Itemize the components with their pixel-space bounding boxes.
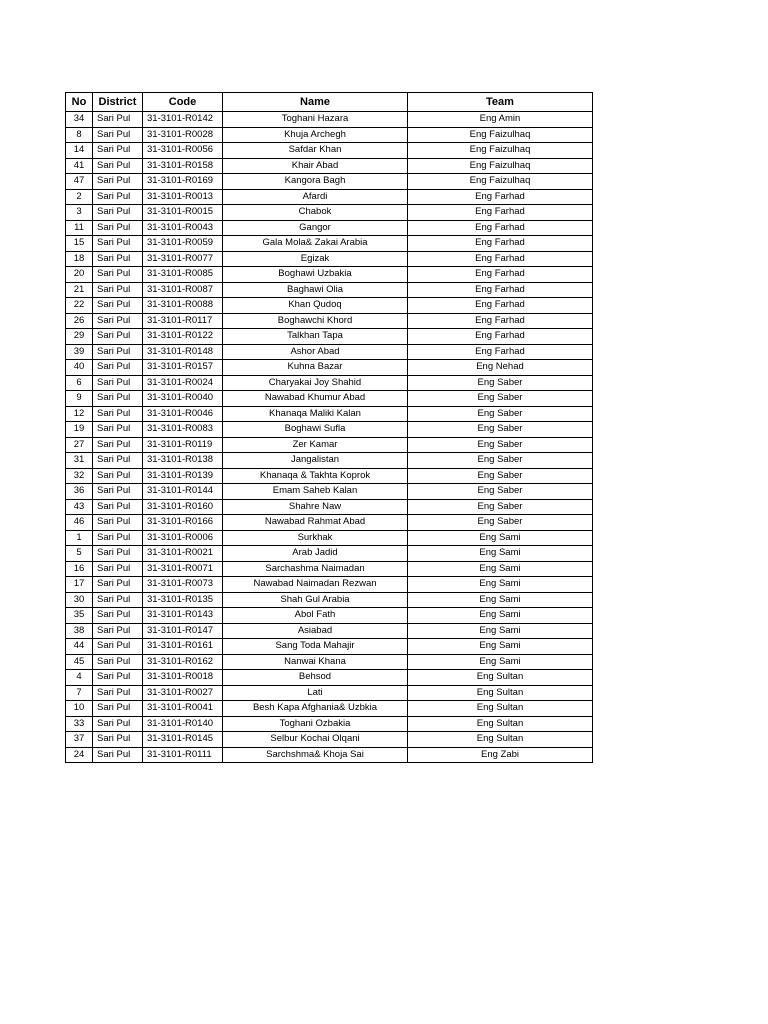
table-row (66, 282, 593, 298)
cell-district: Sari Pul (93, 484, 143, 500)
table-row (66, 344, 593, 360)
cell-name: Toghani Hazara (223, 112, 408, 128)
table-row (66, 639, 593, 655)
cell-team: Eng Sultan (408, 685, 593, 701)
cell-no: 45 (66, 654, 93, 670)
cell-no: 37 (66, 732, 93, 748)
cell-district: Sari Pul (93, 670, 143, 686)
cell-no: 35 (66, 608, 93, 624)
cell-name: Besh Kapa Afghania& Uzbkia (223, 701, 408, 717)
cell-name: Abol Fath (223, 608, 408, 624)
cell-no: 38 (66, 623, 93, 639)
cell-team: Eng Farhad (408, 344, 593, 360)
table-body (66, 112, 593, 763)
cell-name: Zer Kamar (223, 437, 408, 453)
cell-no: 47 (66, 174, 93, 190)
cell-name: Talkhan Tapa (223, 329, 408, 345)
cell-name: Ashor Abad (223, 344, 408, 360)
cell-code: 31-3101-R0158 (143, 158, 223, 174)
cell-name: Boghawi Sufla (223, 422, 408, 438)
table-row (66, 127, 593, 143)
table-row (66, 561, 593, 577)
cell-team: Eng Amin (408, 112, 593, 128)
cell-no: 43 (66, 499, 93, 515)
cell-team: Eng Faizulhaq (408, 174, 593, 190)
cell-name: Afardi (223, 189, 408, 205)
cell-no: 14 (66, 143, 93, 159)
table-row (66, 716, 593, 732)
cell-name: Boghawchi Khord (223, 313, 408, 329)
cell-no: 44 (66, 639, 93, 655)
cell-code: 31-3101-R0122 (143, 329, 223, 345)
cell-no: 24 (66, 747, 93, 763)
table-row (66, 453, 593, 469)
cell-name: Khanaqa & Takhta Koprok (223, 468, 408, 484)
cell-no: 41 (66, 158, 93, 174)
cell-team: Eng Farhad (408, 313, 593, 329)
cell-code: 31-3101-R0142 (143, 112, 223, 128)
cell-district: Sari Pul (93, 716, 143, 732)
cell-no: 4 (66, 670, 93, 686)
table-row (66, 623, 593, 639)
table-row (66, 654, 593, 670)
cell-name: Gala Mola& Zakai Arabia (223, 236, 408, 252)
cell-code: 31-3101-R0140 (143, 716, 223, 732)
cell-code: 31-3101-R0013 (143, 189, 223, 205)
cell-team: Eng Farhad (408, 189, 593, 205)
cell-name: Behsod (223, 670, 408, 686)
cell-no: 9 (66, 391, 93, 407)
table-row (66, 670, 593, 686)
cell-code: 31-3101-R0087 (143, 282, 223, 298)
cell-team: Eng Farhad (408, 205, 593, 221)
cell-team: Eng Saber (408, 499, 593, 515)
cell-district: Sari Pul (93, 174, 143, 190)
cell-district: Sari Pul (93, 592, 143, 608)
cell-team: Eng Saber (408, 375, 593, 391)
cell-district: Sari Pul (93, 112, 143, 128)
table-row (66, 236, 593, 252)
cell-district: Sari Pul (93, 406, 143, 422)
cell-no: 1 (66, 530, 93, 546)
cell-code: 31-3101-R0043 (143, 220, 223, 236)
cell-name: Lati (223, 685, 408, 701)
cell-code: 31-3101-R0071 (143, 561, 223, 577)
cell-name: Jangalistan (223, 453, 408, 469)
cell-name: Boghawi Uzbakia (223, 267, 408, 283)
cell-name: Chabok (223, 205, 408, 221)
cell-code: 31-3101-R0040 (143, 391, 223, 407)
cell-district: Sari Pul (93, 577, 143, 593)
cell-team: Eng Sami (408, 608, 593, 624)
table-row (66, 592, 593, 608)
cell-district: Sari Pul (93, 329, 143, 345)
cell-name: Nanwai Khana (223, 654, 408, 670)
cell-district: Sari Pul (93, 189, 143, 205)
cell-district: Sari Pul (93, 422, 143, 438)
cell-code: 31-3101-R0147 (143, 623, 223, 639)
cell-no: 18 (66, 251, 93, 267)
cell-team: Eng Sami (408, 654, 593, 670)
cell-district: Sari Pul (93, 220, 143, 236)
cell-team: Eng Saber (408, 406, 593, 422)
cell-no: 12 (66, 406, 93, 422)
cell-no: 15 (66, 236, 93, 252)
table-row (66, 220, 593, 236)
cell-no: 21 (66, 282, 93, 298)
header-no: No (66, 93, 93, 112)
table-row (66, 251, 593, 267)
table-row (66, 143, 593, 159)
cell-no: 5 (66, 546, 93, 562)
table-row (66, 499, 593, 515)
cell-code: 31-3101-R0157 (143, 360, 223, 376)
cell-team: Eng Farhad (408, 220, 593, 236)
cell-no: 10 (66, 701, 93, 717)
cell-team: Eng Farhad (408, 298, 593, 314)
table-row (66, 685, 593, 701)
cell-district: Sari Pul (93, 391, 143, 407)
cell-district: Sari Pul (93, 375, 143, 391)
cell-team: Eng Sami (408, 546, 593, 562)
cell-no: 11 (66, 220, 93, 236)
cell-name: Khuja Archegh (223, 127, 408, 143)
table-row (66, 406, 593, 422)
cell-code: 31-3101-R0148 (143, 344, 223, 360)
cell-district: Sari Pul (93, 143, 143, 159)
table-row (66, 189, 593, 205)
cell-code: 31-3101-R0144 (143, 484, 223, 500)
cell-no: 19 (66, 422, 93, 438)
cell-name: Kuhna Bazar (223, 360, 408, 376)
cell-name: Egizak (223, 251, 408, 267)
cell-team: Eng Sami (408, 623, 593, 639)
cell-name: Surkhak (223, 530, 408, 546)
cell-name: Charyakai Joy Shahid (223, 375, 408, 391)
cell-district: Sari Pul (93, 623, 143, 639)
cell-name: Khanaqa Maliki Kalan (223, 406, 408, 422)
cell-name: Nawabad Khumur Abad (223, 391, 408, 407)
cell-code: 31-3101-R0027 (143, 685, 223, 701)
cell-code: 31-3101-R0143 (143, 608, 223, 624)
header-team: Team (408, 93, 593, 112)
cell-team: Eng Sultan (408, 701, 593, 717)
cell-no: 3 (66, 205, 93, 221)
table-row (66, 732, 593, 748)
cell-name: Nawabad Naimadan Rezwan (223, 577, 408, 593)
cell-code: 31-3101-R0015 (143, 205, 223, 221)
cell-district: Sari Pul (93, 313, 143, 329)
table-row (66, 422, 593, 438)
cell-no: 17 (66, 577, 93, 593)
cell-district: Sari Pul (93, 298, 143, 314)
table-row (66, 484, 593, 500)
cell-code: 31-3101-R0041 (143, 701, 223, 717)
cell-code: 31-3101-R0169 (143, 174, 223, 190)
cell-code: 31-3101-R0088 (143, 298, 223, 314)
cell-no: 20 (66, 267, 93, 283)
table-row (66, 360, 593, 376)
cell-code: 31-3101-R0021 (143, 546, 223, 562)
table-row (66, 158, 593, 174)
cell-code: 31-3101-R0028 (143, 127, 223, 143)
cell-name: Shah Gul Arabia (223, 592, 408, 608)
cell-name: Kangora Bagh (223, 174, 408, 190)
cell-name: Khair Abad (223, 158, 408, 174)
cell-no: 33 (66, 716, 93, 732)
cell-no: 30 (66, 592, 93, 608)
cell-district: Sari Pul (93, 251, 143, 267)
cell-code: 31-3101-R0073 (143, 577, 223, 593)
cell-team: Eng Farhad (408, 282, 593, 298)
cell-district: Sari Pul (93, 639, 143, 655)
cell-district: Sari Pul (93, 158, 143, 174)
cell-team: Eng Sultan (408, 732, 593, 748)
cell-district: Sari Pul (93, 499, 143, 515)
cell-no: 40 (66, 360, 93, 376)
table-row (66, 468, 593, 484)
cell-code: 31-3101-R0160 (143, 499, 223, 515)
cell-district: Sari Pul (93, 561, 143, 577)
table-row (66, 267, 593, 283)
cell-team: Eng Farhad (408, 236, 593, 252)
cell-code: 31-3101-R0056 (143, 143, 223, 159)
cell-name: Gangor (223, 220, 408, 236)
cell-district: Sari Pul (93, 236, 143, 252)
cell-code: 31-3101-R0018 (143, 670, 223, 686)
cell-code: 31-3101-R0119 (143, 437, 223, 453)
cell-code: 31-3101-R0161 (143, 639, 223, 655)
cell-code: 31-3101-R0162 (143, 654, 223, 670)
cell-no: 2 (66, 189, 93, 205)
header-district: District (93, 93, 143, 112)
cell-team: Eng Saber (408, 468, 593, 484)
cell-name: Asiabad (223, 623, 408, 639)
cell-no: 29 (66, 329, 93, 345)
cell-code: 31-3101-R0139 (143, 468, 223, 484)
cell-district: Sari Pul (93, 654, 143, 670)
cell-district: Sari Pul (93, 282, 143, 298)
cell-code: 31-3101-R0059 (143, 236, 223, 252)
table-row (66, 375, 593, 391)
cell-team: Eng Saber (408, 391, 593, 407)
cell-district: Sari Pul (93, 515, 143, 531)
cell-no: 27 (66, 437, 93, 453)
cell-code: 31-3101-R0117 (143, 313, 223, 329)
table-row (66, 313, 593, 329)
cell-name: Toghani Ozbakia (223, 716, 408, 732)
cell-team: Eng Faizulhaq (408, 127, 593, 143)
cell-no: 16 (66, 561, 93, 577)
cell-no: 39 (66, 344, 93, 360)
cell-district: Sari Pul (93, 747, 143, 763)
table-row (66, 530, 593, 546)
cell-team: Eng Sultan (408, 670, 593, 686)
cell-district: Sari Pul (93, 530, 143, 546)
cell-district: Sari Pul (93, 360, 143, 376)
cell-district: Sari Pul (93, 701, 143, 717)
cell-name: Sang Toda Mahajir (223, 639, 408, 655)
cell-team: Eng Saber (408, 437, 593, 453)
cell-name: Emam Saheb Kalan (223, 484, 408, 500)
cell-name: Arab Jadid (223, 546, 408, 562)
cell-name: Khan Qudoq (223, 298, 408, 314)
cell-district: Sari Pul (93, 608, 143, 624)
cell-code: 31-3101-R0024 (143, 375, 223, 391)
cell-district: Sari Pul (93, 344, 143, 360)
table-row (66, 608, 593, 624)
table-row (66, 546, 593, 562)
cell-team: Eng Farhad (408, 329, 593, 345)
cell-code: 31-3101-R0145 (143, 732, 223, 748)
cell-no: 32 (66, 468, 93, 484)
cell-code: 31-3101-R0135 (143, 592, 223, 608)
cell-team: Eng Zabi (408, 747, 593, 763)
cell-name: Sarchashma Naimadan (223, 561, 408, 577)
cell-team: Eng Sami (408, 592, 593, 608)
cell-team: Eng Sami (408, 639, 593, 655)
cell-code: 31-3101-R0085 (143, 267, 223, 283)
header-row (66, 93, 593, 112)
table-row (66, 437, 593, 453)
cell-name: Safdar Khan (223, 143, 408, 159)
cell-team: Eng Saber (408, 453, 593, 469)
cell-team: Eng Farhad (408, 267, 593, 283)
cell-no: 22 (66, 298, 93, 314)
cell-no: 6 (66, 375, 93, 391)
cell-no: 31 (66, 453, 93, 469)
cell-code: 31-3101-R0006 (143, 530, 223, 546)
table-row (66, 112, 593, 128)
cell-code: 31-3101-R0077 (143, 251, 223, 267)
cell-team: Eng Saber (408, 515, 593, 531)
cell-team: Eng Nehad (408, 360, 593, 376)
table-row (66, 329, 593, 345)
cell-team: Eng Faizulhaq (408, 143, 593, 159)
cell-district: Sari Pul (93, 205, 143, 221)
table-row (66, 701, 593, 717)
cell-team: Eng Faizulhaq (408, 158, 593, 174)
cell-district: Sari Pul (93, 546, 143, 562)
cell-no: 36 (66, 484, 93, 500)
table-row (66, 577, 593, 593)
cell-district: Sari Pul (93, 685, 143, 701)
cell-name: Baghawi Olia (223, 282, 408, 298)
cell-district: Sari Pul (93, 732, 143, 748)
table-row (66, 391, 593, 407)
cell-team: Eng Sami (408, 561, 593, 577)
table-row (66, 515, 593, 531)
cell-district: Sari Pul (93, 437, 143, 453)
cell-name: Shahre Naw (223, 499, 408, 515)
cell-team: Eng Saber (408, 422, 593, 438)
cell-code: 31-3101-R0138 (143, 453, 223, 469)
table-row (66, 174, 593, 190)
village-team-table (65, 92, 593, 763)
cell-team: Eng Saber (408, 484, 593, 500)
cell-district: Sari Pul (93, 127, 143, 143)
cell-team: Eng Farhad (408, 251, 593, 267)
cell-code: 31-3101-R0166 (143, 515, 223, 531)
cell-no: 8 (66, 127, 93, 143)
cell-district: Sari Pul (93, 267, 143, 283)
table-row (66, 205, 593, 221)
cell-code: 31-3101-R0083 (143, 422, 223, 438)
cell-team: Eng Sami (408, 577, 593, 593)
cell-district: Sari Pul (93, 468, 143, 484)
cell-no: 26 (66, 313, 93, 329)
cell-no: 46 (66, 515, 93, 531)
table-row (66, 298, 593, 314)
cell-code: 31-3101-R0046 (143, 406, 223, 422)
header-code: Code (143, 93, 223, 112)
cell-team: Eng Sultan (408, 716, 593, 732)
cell-district: Sari Pul (93, 453, 143, 469)
cell-no: 7 (66, 685, 93, 701)
table-row (66, 747, 593, 763)
cell-no: 34 (66, 112, 93, 128)
cell-team: Eng Sami (408, 530, 593, 546)
cell-code: 31-3101-R0111 (143, 747, 223, 763)
header-name: Name (223, 93, 408, 112)
cell-name: Sarchshma& Khoja Sai (223, 747, 408, 763)
cell-name: Nawabad Rahmat Abad (223, 515, 408, 531)
cell-name: Selbur Kochai Olqani (223, 732, 408, 748)
